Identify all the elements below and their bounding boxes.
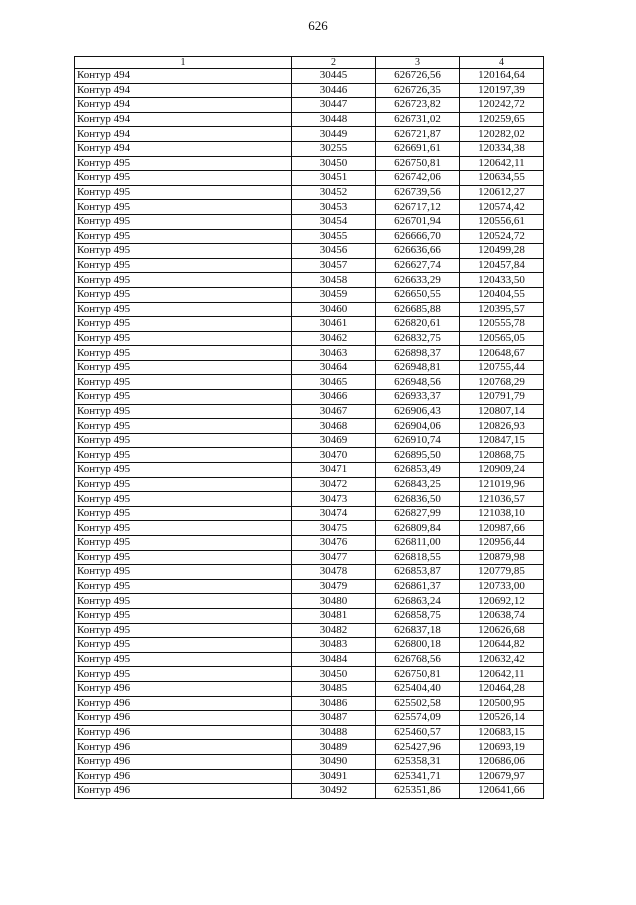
point-number-cell: 30488 <box>292 725 376 740</box>
point-number-cell: 30451 <box>292 171 376 186</box>
table-row <box>75 784 544 799</box>
x-coordinate-cell: 626898,37 <box>376 346 460 361</box>
table-row <box>75 112 544 127</box>
table-row <box>75 214 544 229</box>
page-number: 626 <box>308 18 328 33</box>
contour-name-cell: Контур 495 <box>75 200 292 215</box>
y-coordinate-cell: 120500,95 <box>460 696 544 711</box>
contour-name-cell: Контур 495 <box>75 652 292 667</box>
x-coordinate-cell: 626832,75 <box>376 331 460 346</box>
contour-name-cell: Контур 495 <box>75 448 292 463</box>
x-coordinate-cell: 626836,50 <box>376 492 460 507</box>
x-coordinate-cell: 625404,40 <box>376 681 460 696</box>
x-coordinate-cell: 626818,55 <box>376 550 460 565</box>
x-coordinate-cell: 626853,87 <box>376 565 460 580</box>
point-number-cell: 30459 <box>292 287 376 302</box>
table-row <box>75 419 544 434</box>
y-coordinate-cell: 120826,93 <box>460 419 544 434</box>
contour-name-cell: Контур 494 <box>75 83 292 98</box>
x-coordinate-cell: 626726,35 <box>376 83 460 98</box>
y-coordinate-cell: 120679,97 <box>460 769 544 784</box>
point-number-cell: 30469 <box>292 433 376 448</box>
contour-name-cell: Контур 495 <box>75 477 292 492</box>
y-coordinate-cell: 120632,42 <box>460 652 544 667</box>
table-row <box>75 623 544 638</box>
point-number-cell: 30454 <box>292 214 376 229</box>
y-coordinate-cell: 120956,44 <box>460 536 544 551</box>
column-header-3: 3 <box>376 57 460 69</box>
table-row <box>75 652 544 667</box>
table-row <box>75 492 544 507</box>
column-header-4: 4 <box>460 57 544 69</box>
table-row <box>75 594 544 609</box>
contour-name-cell: Контур 495 <box>75 433 292 448</box>
contour-name-cell: Контур 496 <box>75 725 292 740</box>
x-coordinate-cell: 626809,84 <box>376 521 460 536</box>
x-coordinate-cell: 625574,09 <box>376 711 460 726</box>
table-row <box>75 550 544 565</box>
point-number-cell: 30492 <box>292 784 376 799</box>
x-coordinate-cell: 626800,18 <box>376 638 460 653</box>
contour-name-cell: Контур 495 <box>75 346 292 361</box>
table-row <box>75 477 544 492</box>
point-number-cell: 30465 <box>292 375 376 390</box>
contour-name-cell: Контур 495 <box>75 492 292 507</box>
contour-name-cell: Контур 495 <box>75 565 292 580</box>
point-number-cell: 30476 <box>292 536 376 551</box>
y-coordinate-cell: 120641,66 <box>460 784 544 799</box>
x-coordinate-cell: 625502,58 <box>376 696 460 711</box>
contour-name-cell: Контур 495 <box>75 375 292 390</box>
contour-name-cell: Контур 495 <box>75 244 292 259</box>
table-row <box>75 141 544 156</box>
contour-name-cell: Контур 495 <box>75 463 292 478</box>
contour-name-cell: Контур 495 <box>75 287 292 302</box>
point-number-cell: 30473 <box>292 492 376 507</box>
y-coordinate-cell: 120755,44 <box>460 360 544 375</box>
table-row <box>75 506 544 521</box>
y-coordinate-cell: 120197,39 <box>460 83 544 98</box>
point-number-cell: 30484 <box>292 652 376 667</box>
y-coordinate-cell: 120909,24 <box>460 463 544 478</box>
point-number-cell: 30463 <box>292 346 376 361</box>
x-coordinate-cell: 626701,94 <box>376 214 460 229</box>
x-coordinate-cell: 626827,99 <box>376 506 460 521</box>
y-coordinate-cell: 120499,28 <box>460 244 544 259</box>
point-number-cell: 30468 <box>292 419 376 434</box>
column-header-1: 1 <box>75 57 292 69</box>
point-number-cell: 30461 <box>292 317 376 332</box>
point-number-cell: 30491 <box>292 769 376 784</box>
x-coordinate-cell: 626691,61 <box>376 141 460 156</box>
point-number-cell: 30458 <box>292 273 376 288</box>
x-coordinate-cell: 625427,96 <box>376 740 460 755</box>
table-row <box>75 69 544 84</box>
column-header-2: 2 <box>292 57 376 69</box>
table-row <box>75 769 544 784</box>
table-row <box>75 696 544 711</box>
y-coordinate-cell: 120642,11 <box>460 156 544 171</box>
point-number-cell: 30477 <box>292 550 376 565</box>
y-coordinate-cell: 120791,79 <box>460 390 544 405</box>
contour-name-cell: Контур 495 <box>75 171 292 186</box>
y-coordinate-cell: 120457,84 <box>460 258 544 273</box>
y-coordinate-cell: 120433,50 <box>460 273 544 288</box>
x-coordinate-cell: 626750,81 <box>376 667 460 682</box>
y-coordinate-cell: 120733,00 <box>460 579 544 594</box>
contour-name-cell: Контур 495 <box>75 273 292 288</box>
y-coordinate-cell: 120282,02 <box>460 127 544 142</box>
point-number-cell: 30450 <box>292 156 376 171</box>
contour-name-cell: Контур 495 <box>75 317 292 332</box>
table-row <box>75 433 544 448</box>
table-row <box>75 521 544 536</box>
table-row <box>75 229 544 244</box>
x-coordinate-cell: 626650,55 <box>376 287 460 302</box>
contour-name-cell: Контур 494 <box>75 112 292 127</box>
contour-name-cell: Контур 496 <box>75 769 292 784</box>
x-coordinate-cell: 626685,88 <box>376 302 460 317</box>
table-row <box>75 244 544 259</box>
y-coordinate-cell: 120259,65 <box>460 112 544 127</box>
y-coordinate-cell: 120164,64 <box>460 69 544 84</box>
y-coordinate-cell: 120404,55 <box>460 287 544 302</box>
table-body <box>75 69 544 799</box>
table-row <box>75 448 544 463</box>
y-coordinate-cell: 120626,68 <box>460 623 544 638</box>
table-row <box>75 463 544 478</box>
point-number-cell: 30448 <box>292 112 376 127</box>
contour-name-cell: Контур 495 <box>75 579 292 594</box>
contour-name-cell: Контур 495 <box>75 550 292 565</box>
point-number-cell: 30480 <box>292 594 376 609</box>
contour-name-cell: Контур 495 <box>75 331 292 346</box>
x-coordinate-cell: 626721,87 <box>376 127 460 142</box>
y-coordinate-cell: 120526,14 <box>460 711 544 726</box>
point-number-cell: 30445 <box>292 69 376 84</box>
table-row <box>75 83 544 98</box>
table-row <box>75 331 544 346</box>
point-number-cell: 30455 <box>292 229 376 244</box>
x-coordinate-cell: 626731,02 <box>376 112 460 127</box>
contour-name-cell: Контур 494 <box>75 69 292 84</box>
x-coordinate-cell: 626742,06 <box>376 171 460 186</box>
y-coordinate-cell: 120868,75 <box>460 448 544 463</box>
contour-name-cell: Контур 495 <box>75 623 292 638</box>
x-coordinate-cell: 626904,06 <box>376 419 460 434</box>
point-number-cell: 30487 <box>292 711 376 726</box>
table-row <box>75 579 544 594</box>
point-number-cell: 30489 <box>292 740 376 755</box>
contour-name-cell: Контур 495 <box>75 156 292 171</box>
x-coordinate-cell: 625358,31 <box>376 754 460 769</box>
contour-name-cell: Контур 496 <box>75 711 292 726</box>
x-coordinate-cell: 626768,56 <box>376 652 460 667</box>
x-coordinate-cell: 626906,43 <box>376 404 460 419</box>
point-number-cell: 30481 <box>292 608 376 623</box>
point-number-cell: 30474 <box>292 506 376 521</box>
table-row <box>75 740 544 755</box>
x-coordinate-cell: 626933,37 <box>376 390 460 405</box>
point-number-cell: 30490 <box>292 754 376 769</box>
x-coordinate-cell: 626895,50 <box>376 448 460 463</box>
point-number-cell: 30453 <box>292 200 376 215</box>
contour-name-cell: Контур 496 <box>75 754 292 769</box>
point-number-cell: 30450 <box>292 667 376 682</box>
y-coordinate-cell: 120807,14 <box>460 404 544 419</box>
point-number-cell: 30472 <box>292 477 376 492</box>
x-coordinate-cell: 626750,81 <box>376 156 460 171</box>
table-row <box>75 754 544 769</box>
x-coordinate-cell: 626723,82 <box>376 98 460 113</box>
contour-name-cell: Контур 495 <box>75 419 292 434</box>
table-row <box>75 98 544 113</box>
contour-name-cell: Контур 495 <box>75 185 292 200</box>
y-coordinate-cell: 120524,72 <box>460 229 544 244</box>
y-coordinate-cell: 120638,74 <box>460 608 544 623</box>
contour-name-cell: Контур 495 <box>75 302 292 317</box>
table-row <box>75 681 544 696</box>
table-row <box>75 302 544 317</box>
x-coordinate-cell: 626863,24 <box>376 594 460 609</box>
table-row <box>75 287 544 302</box>
table-row <box>75 667 544 682</box>
point-number-cell: 30457 <box>292 258 376 273</box>
table-row <box>75 185 544 200</box>
x-coordinate-cell: 626853,49 <box>376 463 460 478</box>
contour-name-cell: Контур 496 <box>75 740 292 755</box>
contour-name-cell: Контур 495 <box>75 536 292 551</box>
point-number-cell: 30446 <box>292 83 376 98</box>
y-coordinate-cell: 120644,82 <box>460 638 544 653</box>
table-row <box>75 317 544 332</box>
x-coordinate-cell: 626948,81 <box>376 360 460 375</box>
contour-name-cell: Контур 495 <box>75 506 292 521</box>
table-row <box>75 200 544 215</box>
table-row <box>75 375 544 390</box>
table-header-row <box>75 57 544 69</box>
contour-name-cell: Контур 495 <box>75 638 292 653</box>
point-number-cell: 30475 <box>292 521 376 536</box>
y-coordinate-cell: 120686,06 <box>460 754 544 769</box>
x-coordinate-cell: 625351,86 <box>376 784 460 799</box>
point-number-cell: 30482 <box>292 623 376 638</box>
x-coordinate-cell: 626843,25 <box>376 477 460 492</box>
y-coordinate-cell: 120464,28 <box>460 681 544 696</box>
y-coordinate-cell: 120634,55 <box>460 171 544 186</box>
table-row <box>75 565 544 580</box>
x-coordinate-cell: 626627,74 <box>376 258 460 273</box>
y-coordinate-cell: 120556,61 <box>460 214 544 229</box>
table-row <box>75 404 544 419</box>
point-number-cell: 30255 <box>292 141 376 156</box>
y-coordinate-cell: 120642,11 <box>460 667 544 682</box>
point-number-cell: 30456 <box>292 244 376 259</box>
point-number-cell: 30486 <box>292 696 376 711</box>
point-number-cell: 30478 <box>292 565 376 580</box>
y-coordinate-cell: 120574,42 <box>460 200 544 215</box>
table-row <box>75 711 544 726</box>
y-coordinate-cell: 120648,67 <box>460 346 544 361</box>
y-coordinate-cell: 120612,27 <box>460 185 544 200</box>
y-coordinate-cell: 120334,38 <box>460 141 544 156</box>
y-coordinate-cell: 120879,98 <box>460 550 544 565</box>
table-row <box>75 171 544 186</box>
table-row <box>75 273 544 288</box>
y-coordinate-cell: 120683,15 <box>460 725 544 740</box>
x-coordinate-cell: 626910,74 <box>376 433 460 448</box>
table-row <box>75 390 544 405</box>
y-coordinate-cell: 121036,57 <box>460 492 544 507</box>
table-row <box>75 608 544 623</box>
contour-name-cell: Контур 495 <box>75 229 292 244</box>
contour-name-cell: Контур 495 <box>75 404 292 419</box>
table-row <box>75 725 544 740</box>
x-coordinate-cell: 626726,56 <box>376 69 460 84</box>
point-number-cell: 30470 <box>292 448 376 463</box>
point-number-cell: 30447 <box>292 98 376 113</box>
point-number-cell: 30466 <box>292 390 376 405</box>
y-coordinate-cell: 120779,85 <box>460 565 544 580</box>
x-coordinate-cell: 626811,00 <box>376 536 460 551</box>
table-row <box>75 258 544 273</box>
point-number-cell: 30485 <box>292 681 376 696</box>
contour-name-cell: Контур 495 <box>75 360 292 375</box>
x-coordinate-cell: 626948,56 <box>376 375 460 390</box>
x-coordinate-cell: 626858,75 <box>376 608 460 623</box>
point-number-cell: 30467 <box>292 404 376 419</box>
table-row <box>75 360 544 375</box>
table-row <box>75 536 544 551</box>
y-coordinate-cell: 120987,66 <box>460 521 544 536</box>
x-coordinate-cell: 625341,71 <box>376 769 460 784</box>
coordinates-table <box>74 56 544 799</box>
contour-name-cell: Контур 495 <box>75 258 292 273</box>
y-coordinate-cell: 120692,12 <box>460 594 544 609</box>
contour-name-cell: Контур 495 <box>75 521 292 536</box>
contour-name-cell: Контур 496 <box>75 696 292 711</box>
contour-name-cell: Контур 495 <box>75 608 292 623</box>
x-coordinate-cell: 626633,29 <box>376 273 460 288</box>
table-row <box>75 156 544 171</box>
y-coordinate-cell: 120555,78 <box>460 317 544 332</box>
contour-name-cell: Контур 494 <box>75 98 292 113</box>
contour-name-cell: Контур 494 <box>75 141 292 156</box>
contour-name-cell: Контур 495 <box>75 390 292 405</box>
point-number-cell: 30460 <box>292 302 376 317</box>
point-number-cell: 30462 <box>292 331 376 346</box>
y-coordinate-cell: 120768,29 <box>460 375 544 390</box>
x-coordinate-cell: 626666,70 <box>376 229 460 244</box>
y-coordinate-cell: 120565,05 <box>460 331 544 346</box>
contour-name-cell: Контур 495 <box>75 594 292 609</box>
x-coordinate-cell: 626861,37 <box>376 579 460 594</box>
contour-name-cell: Контур 495 <box>75 214 292 229</box>
point-number-cell: 30471 <box>292 463 376 478</box>
x-coordinate-cell: 625460,57 <box>376 725 460 740</box>
point-number-cell: 30452 <box>292 185 376 200</box>
y-coordinate-cell: 121038,10 <box>460 506 544 521</box>
x-coordinate-cell: 626717,12 <box>376 200 460 215</box>
y-coordinate-cell: 120693,19 <box>460 740 544 755</box>
table-row <box>75 638 544 653</box>
y-coordinate-cell: 120395,57 <box>460 302 544 317</box>
y-coordinate-cell: 120847,15 <box>460 433 544 448</box>
x-coordinate-cell: 626739,56 <box>376 185 460 200</box>
y-coordinate-cell: 121019,96 <box>460 477 544 492</box>
point-number-cell: 30483 <box>292 638 376 653</box>
table-row <box>75 127 544 142</box>
contour-name-cell: Контур 494 <box>75 127 292 142</box>
contour-name-cell: Контур 496 <box>75 681 292 696</box>
x-coordinate-cell: 626837,18 <box>376 623 460 638</box>
point-number-cell: 30479 <box>292 579 376 594</box>
point-number-cell: 30464 <box>292 360 376 375</box>
table-row <box>75 346 544 361</box>
contour-name-cell: Контур 495 <box>75 667 292 682</box>
x-coordinate-cell: 626636,66 <box>376 244 460 259</box>
x-coordinate-cell: 626820,61 <box>376 317 460 332</box>
point-number-cell: 30449 <box>292 127 376 142</box>
y-coordinate-cell: 120242,72 <box>460 98 544 113</box>
contour-name-cell: Контур 496 <box>75 784 292 799</box>
